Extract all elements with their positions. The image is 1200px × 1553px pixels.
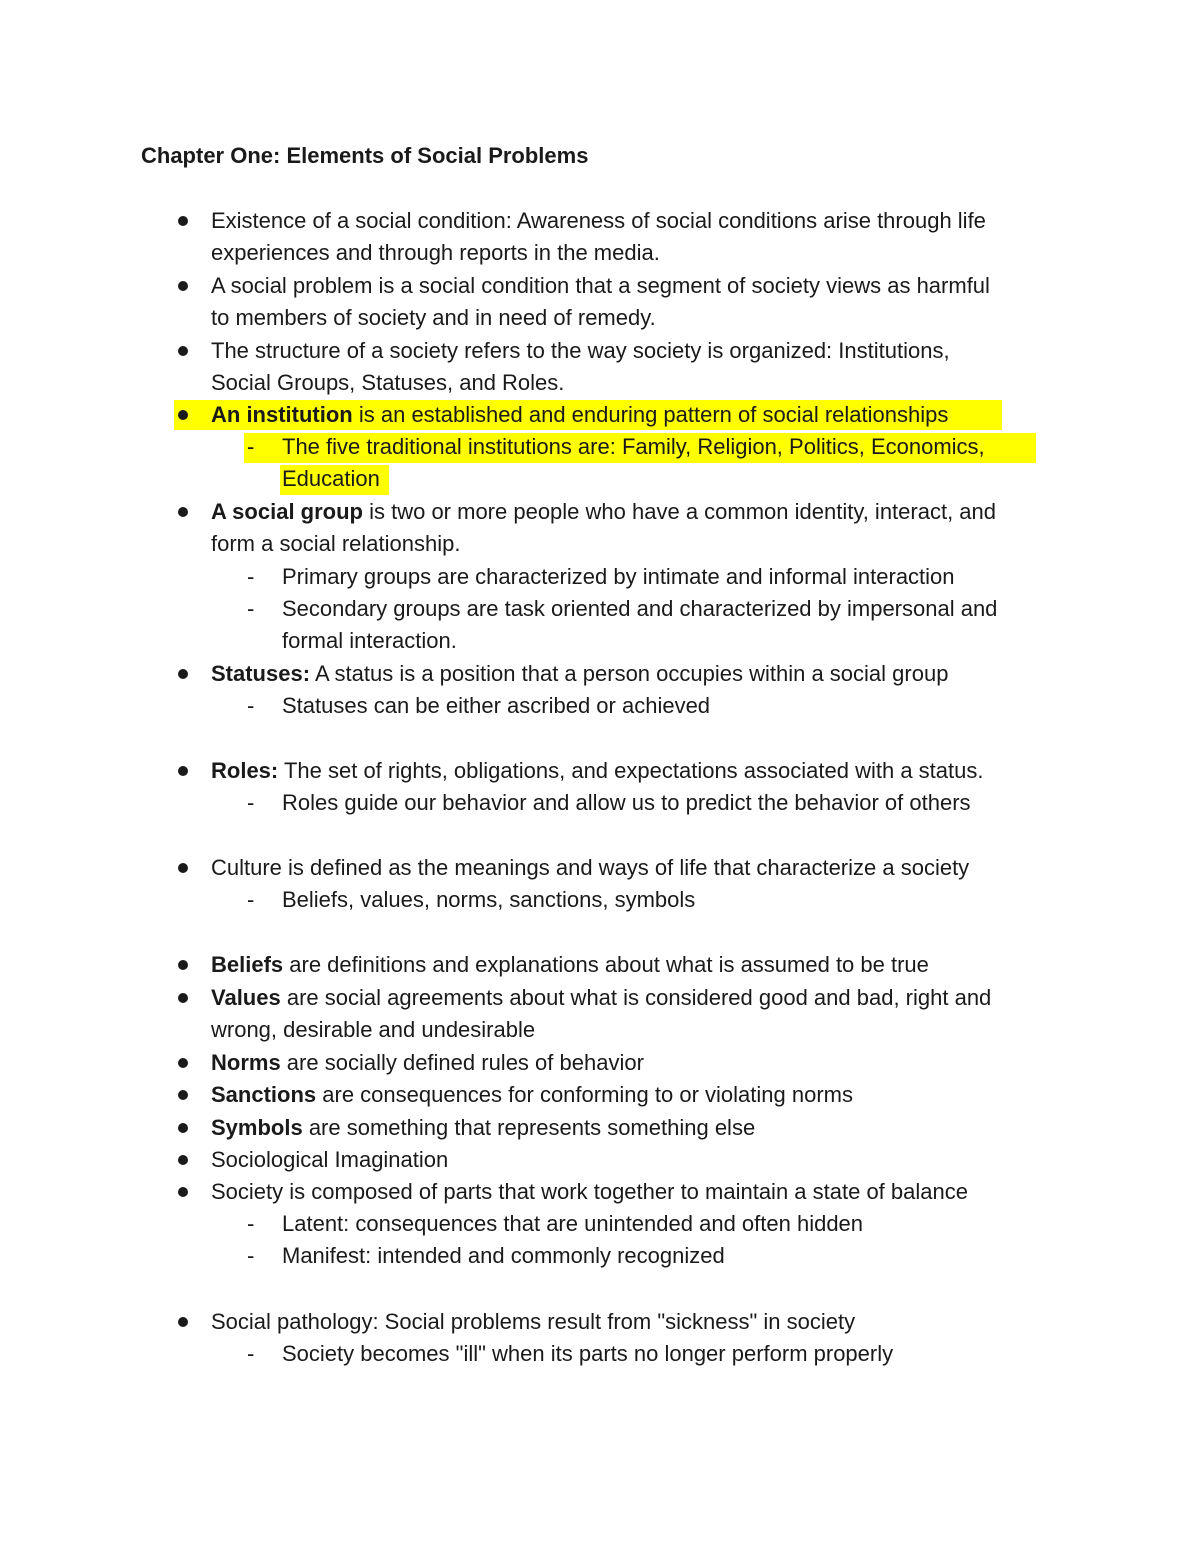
sub-item: Latent: consequences that are unintended and often hidden — [282, 1211, 864, 1236]
bullet-icon — [178, 507, 188, 517]
list-item-norms — [211, 1049, 644, 1077]
list-item-continued: form a social relationship. — [211, 531, 461, 556]
term-symbols: Symbols — [211, 1115, 303, 1140]
definition-statuses: A status is a position that a person occupies within a social group — [310, 661, 949, 686]
definition-roles: The set of rights, obligations, and expectations associated with a status. — [278, 758, 984, 783]
list-item: Social pathology: Social problems result from "sickness" in society — [211, 1309, 856, 1334]
list-item-beliefs — [211, 951, 929, 979]
list-item: Sociological Imagination — [211, 1147, 449, 1172]
sub-item: The five traditional institutions are: Family, Religion, Politics, Economics, — [282, 434, 985, 459]
sub-item: Roles guide our behavior and allow us to predict the behavior of others — [282, 790, 971, 815]
bullet-icon — [178, 669, 188, 679]
bullet-icon — [178, 766, 188, 776]
list-item-roles — [211, 757, 983, 785]
dash-marker: - — [247, 564, 255, 589]
dash-marker: - — [247, 790, 255, 815]
bullet-icon — [178, 1058, 188, 1068]
list-item-continued: to members of society and in need of remedy. — [211, 305, 656, 330]
sub-item: Secondary groups are task oriented and characterized by impersonal and — [282, 596, 998, 621]
list-item-sanctions — [211, 1081, 853, 1109]
term-institution: An institution — [211, 402, 353, 427]
dash-marker: - — [247, 596, 255, 621]
sub-item: Statuses can be either ascribed or achieved — [282, 693, 711, 718]
definition-norms: are socially defined rules of behavior — [280, 1050, 644, 1075]
definition-symbols: are something that represents something else — [302, 1115, 756, 1140]
term-roles: Roles: — [211, 758, 279, 783]
dash-marker: - — [247, 1243, 255, 1268]
list-item: Culture is defined as the meanings and ways of life that characterize a society — [211, 855, 970, 880]
sub-item: Beliefs, values, norms, sanctions, symbols — [282, 887, 696, 912]
bullet-icon — [178, 1317, 188, 1327]
page-title: Chapter One: Elements of Social Problems — [141, 143, 589, 168]
dash-marker: - — [247, 887, 255, 912]
bullet-icon — [178, 1123, 188, 1133]
term-statuses: Statuses: — [211, 661, 311, 686]
list-item-symbols — [211, 1114, 755, 1142]
list-item-values — [211, 984, 991, 1012]
list-item-continued: experiences and through reports in the media. — [211, 240, 660, 265]
bullet-icon — [178, 1187, 188, 1197]
term-social-group: A social group — [211, 499, 363, 524]
sub-item-continued: formal interaction. — [282, 628, 457, 653]
definition-social-group: is two or more people who have a common identity, interact, and — [362, 499, 997, 524]
bullet-icon — [178, 281, 188, 291]
sub-item: Society becomes "ill" when its parts no longer perform properly — [282, 1341, 894, 1366]
list-item-continued: Social Groups, Statuses, and Roles. — [211, 370, 565, 395]
list-item: Society is composed of parts that work together to maintain a state of balance — [211, 1179, 968, 1204]
bullet-icon — [178, 1090, 188, 1100]
list-item-institution — [211, 401, 948, 429]
list-item-social-group — [211, 498, 996, 526]
bullet-icon — [178, 960, 188, 970]
term-norms: Norms — [211, 1050, 281, 1075]
list-item-continued: wrong, desirable and undesirable — [211, 1017, 536, 1042]
definition-institution: is an established and enduring pattern of social relationships — [352, 402, 949, 427]
dash-marker: - — [247, 1211, 255, 1236]
sub-item-continued: Education — [282, 466, 380, 491]
definition-beliefs: are definitions and explanations about what is assumed to be true — [283, 952, 929, 977]
list-item: Existence of a social condition: Awareness of social conditions arise through life — [211, 208, 986, 233]
bullet-icon — [178, 216, 188, 226]
bullet-icon — [178, 863, 188, 873]
definition-values: are social agreements about what is considered good and bad, right and — [280, 985, 992, 1010]
term-beliefs: Beliefs — [211, 952, 284, 977]
definition-sanctions: are consequences for conforming to or violating norms — [316, 1082, 853, 1107]
term-sanctions: Sanctions — [211, 1082, 317, 1107]
bullet-icon — [178, 346, 188, 356]
list-item: The structure of a society refers to the way society is organized: Institutions, — [211, 338, 950, 363]
bullet-icon — [178, 993, 188, 1003]
dash-marker: - — [247, 1341, 255, 1366]
sub-item: Primary groups are characterized by intimate and informal interaction — [282, 564, 955, 589]
sub-item: Manifest: intended and commonly recognized — [282, 1243, 725, 1268]
bullet-icon — [178, 1155, 188, 1165]
list-item-statuses — [211, 660, 948, 688]
list-item: A social problem is a social condition that a segment of society views as harmful — [211, 273, 990, 298]
dash-marker: - — [247, 434, 255, 459]
dash-marker: - — [247, 693, 255, 718]
term-values: Values — [211, 985, 281, 1010]
bullet-icon — [178, 410, 188, 420]
